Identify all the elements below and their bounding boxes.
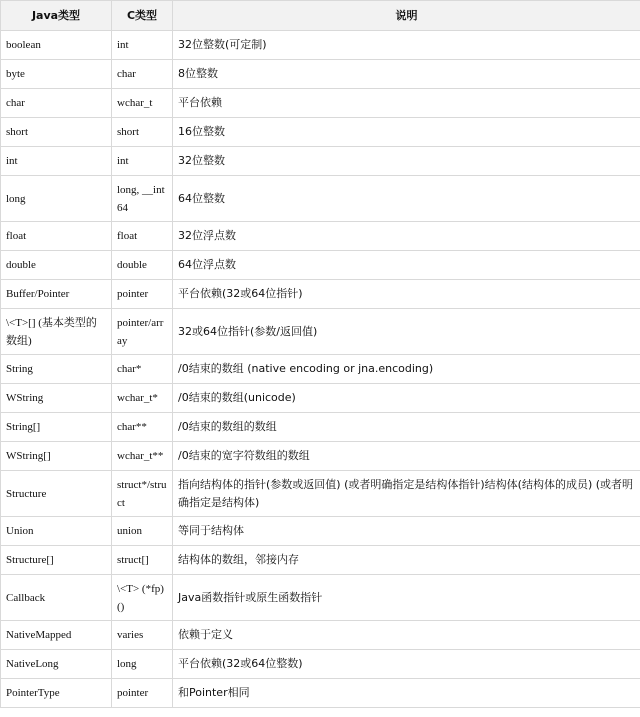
description-cell: 16位整数 [173,118,640,147]
description-cell: 平台依赖(32或64位整数) [173,650,640,679]
description-cell: 32位整数 [173,147,640,176]
table-row [1,280,640,309]
c-type-cell: float [112,222,173,251]
header-description: 说明 [173,1,640,31]
table-row [1,31,640,60]
java-type-cell: short [1,118,112,147]
table-row [1,517,640,546]
java-type-cell: NativeLong [1,650,112,679]
java-type-cell: WString [1,384,112,413]
table-row [1,575,640,621]
description-cell: 结构体的数组，邻接内存 [173,546,640,575]
description-cell: /0结束的数组的数组 [173,413,640,442]
description-cell: 平台依赖(32或64位指针) [173,280,640,309]
c-type-cell: char* [112,355,173,384]
header-c-type: C类型 [112,1,173,31]
c-type-cell: long, __int64 [112,176,173,222]
java-type-cell: NativeMapped [1,621,112,650]
table-row [1,650,640,679]
description-cell: 等同于结构体 [173,517,640,546]
c-type-cell: varies [112,621,173,650]
table-row [1,222,640,251]
c-type-cell: struct*/struct [112,471,173,517]
table-row [1,471,640,517]
java-type-cell: double [1,251,112,280]
table-row [1,679,640,708]
java-type-cell: char [1,89,112,118]
java-type-cell: long [1,176,112,222]
c-type-cell: pointer [112,679,173,708]
table-body [1,31,640,708]
java-type-cell: Buffer/Pointer [1,280,112,309]
java-type-cell: PointerType [1,679,112,708]
c-type-cell: wchar_t [112,89,173,118]
description-cell: Java函数指针或原生函数指针 [173,575,640,621]
table-row [1,621,640,650]
c-type-cell: char [112,60,173,89]
table-row [1,413,640,442]
description-cell: 32位浮点数 [173,222,640,251]
description-cell: 平台依赖 [173,89,640,118]
table-row [1,176,640,222]
description-cell: /0结束的宽字符数组的数组 [173,442,640,471]
java-type-cell: Callback [1,575,112,621]
description-cell: /0结束的数组(unicode) [173,384,640,413]
table-row [1,118,640,147]
header-row [1,1,640,31]
description-cell: 64位整数 [173,176,640,222]
table-row [1,89,640,118]
c-type-cell: union [112,517,173,546]
c-type-cell: double [112,251,173,280]
description-cell: 64位浮点数 [173,251,640,280]
table-row [1,309,640,355]
description-cell: /0结束的数组 (native encoding or jna.encoding) [173,355,640,384]
description-cell: 指向结构体的指针(参数或返回值) (或者明确指定是结构体指针)结构体(结构体的成员) (或者明确指定是结构体) [173,471,640,517]
c-type-cell: wchar_t* [112,384,173,413]
java-type-cell: \<T>[] (基本类型的数组) [1,309,112,355]
c-type-cell: pointer [112,280,173,309]
description-cell: 依赖于定义 [173,621,640,650]
c-type-cell: int [112,147,173,176]
table-header [1,1,640,31]
table-row [1,60,640,89]
header-java-type: Java类型 [1,1,112,31]
c-type-cell: struct[] [112,546,173,575]
c-type-cell: wchar_t** [112,442,173,471]
table-row [1,546,640,575]
java-type-cell: int [1,147,112,176]
table-row [1,147,640,176]
java-type-cell: Structure [1,471,112,517]
c-type-cell: long [112,650,173,679]
java-type-cell: float [1,222,112,251]
c-type-cell: char** [112,413,173,442]
java-type-cell: Union [1,517,112,546]
description-cell: 8位整数 [173,60,640,89]
table-row [1,251,640,280]
table-row [1,355,640,384]
c-type-cell: \<T> (*fp)() [112,575,173,621]
description-cell: 32或64位指针(参数/返回值) [173,309,640,355]
c-type-cell: int [112,31,173,60]
java-type-cell: byte [1,60,112,89]
table-row [1,384,640,413]
java-type-cell: String[] [1,413,112,442]
java-type-cell: Structure[] [1,546,112,575]
java-type-cell: String [1,355,112,384]
c-type-cell: short [112,118,173,147]
description-cell: 32位整数(可定制) [173,31,640,60]
description-cell: 和Pointer相同 [173,679,640,708]
java-type-cell: WString[] [1,442,112,471]
java-type-cell: boolean [1,31,112,60]
table-row [1,442,640,471]
c-type-cell: pointer/array [112,309,173,355]
